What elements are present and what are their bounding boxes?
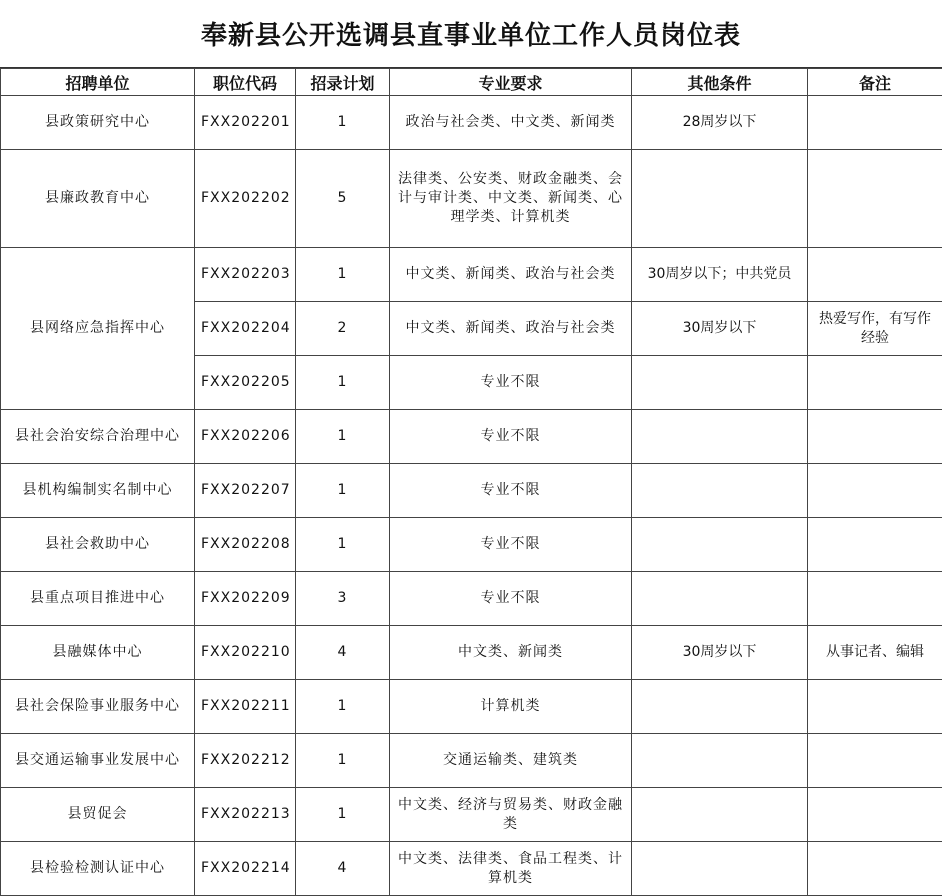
code-cell: FXX202207	[195, 464, 296, 518]
header-plan: 招录计划	[296, 69, 390, 96]
plan-cell: 1	[296, 410, 390, 464]
plan-cell: 2	[296, 302, 390, 356]
remark-cell	[808, 572, 942, 626]
code-cell: FXX202206	[195, 410, 296, 464]
other-cell	[632, 150, 808, 248]
code-cell: FXX202214	[195, 842, 296, 896]
plan-cell: 3	[296, 572, 390, 626]
table-row	[1, 734, 942, 788]
code-cell: FXX202213	[195, 788, 296, 842]
other-cell: 28周岁以下	[632, 96, 808, 150]
other-cell	[632, 842, 808, 896]
major-cell: 专业不限	[390, 410, 632, 464]
table-row	[1, 464, 942, 518]
other-cell: 30周岁以下	[632, 626, 808, 680]
code-cell: FXX202201	[195, 96, 296, 150]
unit-cell: 县交通运输事业发展中心	[1, 734, 195, 788]
remark-cell	[808, 464, 942, 518]
unit-cell: 县社会治安综合治理中心	[1, 410, 195, 464]
table-row	[1, 788, 942, 842]
other-cell	[632, 572, 808, 626]
major-cell: 专业不限	[390, 518, 632, 572]
other-cell: 30周岁以下；中共党员	[632, 248, 808, 302]
remark-cell: 从事记者、编辑	[808, 626, 942, 680]
major-cell: 中文类、新闻类	[390, 626, 632, 680]
unit-cell: 县检验检测认证中心	[1, 842, 195, 896]
code-cell: FXX202212	[195, 734, 296, 788]
remark-cell	[808, 734, 942, 788]
unit-cell: 县机构编制实名制中心	[1, 464, 195, 518]
plan-cell: 5	[296, 150, 390, 248]
other-cell	[632, 680, 808, 734]
other-cell: 30周岁以下	[632, 302, 808, 356]
major-cell: 计算机类	[390, 680, 632, 734]
plan-cell: 4	[296, 842, 390, 896]
major-cell: 专业不限	[390, 464, 632, 518]
unit-cell: 县重点项目推进中心	[1, 572, 195, 626]
major-cell: 专业不限	[390, 572, 632, 626]
plan-cell: 1	[296, 356, 390, 410]
code-cell: FXX202204	[195, 302, 296, 356]
code-cell: FXX202208	[195, 518, 296, 572]
remark-cell	[808, 356, 942, 410]
other-cell	[632, 518, 808, 572]
major-cell: 交通运输类、建筑类	[390, 734, 632, 788]
header-code: 职位代码	[195, 69, 296, 96]
other-cell	[632, 410, 808, 464]
remark-cell	[808, 410, 942, 464]
plan-cell: 1	[296, 96, 390, 150]
remark-cell	[808, 842, 942, 896]
major-cell: 专业不限	[390, 356, 632, 410]
unit-cell: 县网络应急指挥中心	[1, 248, 195, 410]
unit-cell: 县社会救助中心	[1, 518, 195, 572]
plan-cell: 1	[296, 788, 390, 842]
table-row	[1, 150, 942, 248]
major-cell: 中文类、新闻类、政治与社会类	[390, 248, 632, 302]
other-cell	[632, 788, 808, 842]
header-other: 其他条件	[632, 69, 808, 96]
major-cell: 中文类、新闻类、政治与社会类	[390, 302, 632, 356]
plan-cell: 1	[296, 518, 390, 572]
other-cell	[632, 734, 808, 788]
table-row	[1, 626, 942, 680]
remark-cell	[808, 96, 942, 150]
table-header-row	[1, 69, 942, 96]
table-row	[1, 680, 942, 734]
major-cell: 中文类、经济与贸易类、财政金融类	[390, 788, 632, 842]
code-cell: FXX202211	[195, 680, 296, 734]
remark-cell	[808, 248, 942, 302]
code-cell: FXX202202	[195, 150, 296, 248]
table-row	[1, 248, 942, 302]
code-cell: FXX202203	[195, 248, 296, 302]
header-remark: 备注	[808, 69, 942, 96]
header-major: 专业要求	[390, 69, 632, 96]
unit-cell: 县政策研究中心	[1, 96, 195, 150]
unit-cell: 县社会保险事业服务中心	[1, 680, 195, 734]
plan-cell: 1	[296, 464, 390, 518]
page-title: 奉新县公开选调县直事业单位工作人员岗位表	[0, 0, 942, 68]
major-cell: 法律类、公安类、财政金融类、会计与审计类、中文类、新闻类、心理学类、计算机类	[390, 150, 632, 248]
plan-cell: 1	[296, 734, 390, 788]
table-row	[1, 96, 942, 150]
table-row	[1, 572, 942, 626]
code-cell: FXX202209	[195, 572, 296, 626]
remark-cell	[808, 150, 942, 248]
major-cell: 政治与社会类、中文类、新闻类	[390, 96, 632, 150]
unit-cell: 县贸促会	[1, 788, 195, 842]
major-cell: 中文类、法律类、食品工程类、计算机类	[390, 842, 632, 896]
plan-cell: 1	[296, 248, 390, 302]
remark-cell	[808, 788, 942, 842]
table-row	[1, 410, 942, 464]
unit-cell: 县融媒体中心	[1, 626, 195, 680]
other-cell	[632, 356, 808, 410]
table-row	[1, 842, 942, 896]
header-unit: 招聘单位	[1, 69, 195, 96]
remark-cell	[808, 518, 942, 572]
plan-cell: 1	[296, 680, 390, 734]
table-row	[1, 518, 942, 572]
unit-cell: 县廉政教育中心	[1, 150, 195, 248]
code-cell: FXX202205	[195, 356, 296, 410]
remark-cell	[808, 680, 942, 734]
remark-cell: 热爱写作，有写作经验	[808, 302, 942, 356]
position-table	[0, 68, 942, 896]
plan-cell: 4	[296, 626, 390, 680]
code-cell: FXX202210	[195, 626, 296, 680]
other-cell	[632, 464, 808, 518]
